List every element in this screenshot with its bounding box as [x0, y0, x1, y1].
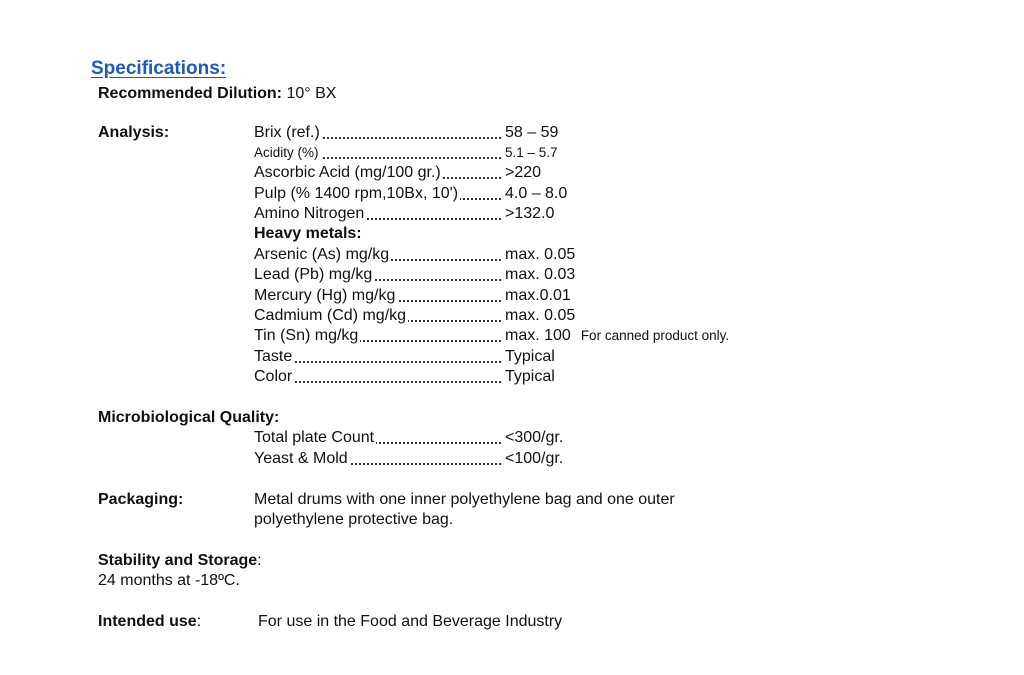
metal-row-mercury — [254, 286, 571, 306]
metal-row-value: max. 0.05 — [505, 246, 576, 263]
dilution-value: 10° BX — [286, 85, 337, 102]
micro-row-value: <300/gr. — [505, 429, 564, 446]
metal-row-value: max. 100 — [505, 327, 571, 344]
metal-row-label: Tin (Sn) mg/kg — [254, 327, 359, 344]
analysis-row-label: Pulp (% 1400 rpm,10Bx, 10') — [254, 185, 459, 202]
analysis-row-value: 4.0 – 8.0 — [505, 185, 568, 202]
micro-row-label: Yeast & Mold — [254, 450, 348, 467]
metal-row-label: Arsenic (As) mg/kg — [254, 246, 390, 263]
intended-value: For use in the Food and Beverage Industry — [258, 613, 563, 630]
micro-row-label: Total plate Count — [254, 429, 375, 446]
micro-label: Microbiological Quality: — [98, 409, 280, 426]
page-title: Specifications: — [91, 58, 227, 79]
metal-row-value: max. 0.05 — [505, 307, 576, 324]
packaging-label: Packaging: — [98, 491, 184, 508]
analysis-row-label: Amino Nitrogen — [254, 205, 365, 222]
metal-row-cadmium — [254, 306, 575, 326]
metal-row-value: Typical — [505, 348, 555, 365]
analysis-row-ascorbic — [254, 163, 541, 183]
analysis-row-value: >220 — [505, 164, 542, 181]
micro-row-plate-count — [254, 428, 563, 448]
analysis-row-label: Brix (ref.) — [254, 124, 320, 141]
metal-row-label: Lead (Pb) mg/kg — [254, 266, 373, 283]
analysis-label: Analysis: — [98, 124, 170, 141]
micro-row-value: <100/gr. — [505, 450, 564, 467]
dilution-line — [98, 84, 336, 104]
metal-row-value: max.0.01 — [505, 287, 571, 304]
analysis-row-value: 58 – 59 — [505, 124, 559, 141]
storage-value: 24 months at -18ºC. — [98, 572, 240, 589]
storage-heading — [98, 551, 262, 571]
tin-note: For canned product only. — [580, 328, 730, 343]
metal-row-lead — [254, 265, 575, 285]
analysis-row-label: Ascorbic Acid (mg/100 gr.) — [254, 164, 441, 181]
analysis-row-value: >132.0 — [505, 205, 555, 222]
heavy-metals-heading: Heavy metals: — [254, 225, 362, 242]
analysis-row-acidity — [254, 143, 558, 163]
metal-row-label: Cadmium (Cd) mg/kg — [254, 307, 407, 324]
storage-label: Stability and Storage — [98, 552, 258, 569]
analysis-row-brix — [254, 123, 558, 143]
packaging-line-1: Metal drums with one inner polyethylene bag and one outer — [254, 491, 675, 508]
analysis-row-label: Acidity (%) — [254, 145, 319, 160]
intended-colon: : — [196, 613, 202, 630]
analysis-row-pulp — [254, 184, 567, 204]
metal-row-color — [254, 367, 555, 387]
metal-row-value: max. 0.03 — [505, 266, 576, 283]
storage-colon: : — [257, 552, 262, 569]
analysis-row-value: 5.1 – 5.7 — [505, 145, 558, 160]
analysis-row-amino — [254, 204, 554, 224]
metal-row-label: Mercury (Hg) mg/kg — [254, 287, 396, 304]
metal-row-value: Typical — [505, 368, 555, 385]
metal-row-label: Taste — [254, 348, 293, 365]
metal-row-tin — [254, 326, 729, 346]
metal-row-label: Color — [254, 368, 293, 385]
intended-heading — [98, 612, 201, 632]
dilution-label: Recommended Dilution: — [98, 85, 283, 102]
metal-row-arsenic — [254, 245, 575, 265]
micro-row-yeast-mold — [254, 449, 563, 469]
packaging-line-2: polyethylene protective bag. — [254, 511, 454, 528]
intended-label: Intended use — [98, 613, 197, 630]
metal-row-taste — [254, 347, 555, 367]
